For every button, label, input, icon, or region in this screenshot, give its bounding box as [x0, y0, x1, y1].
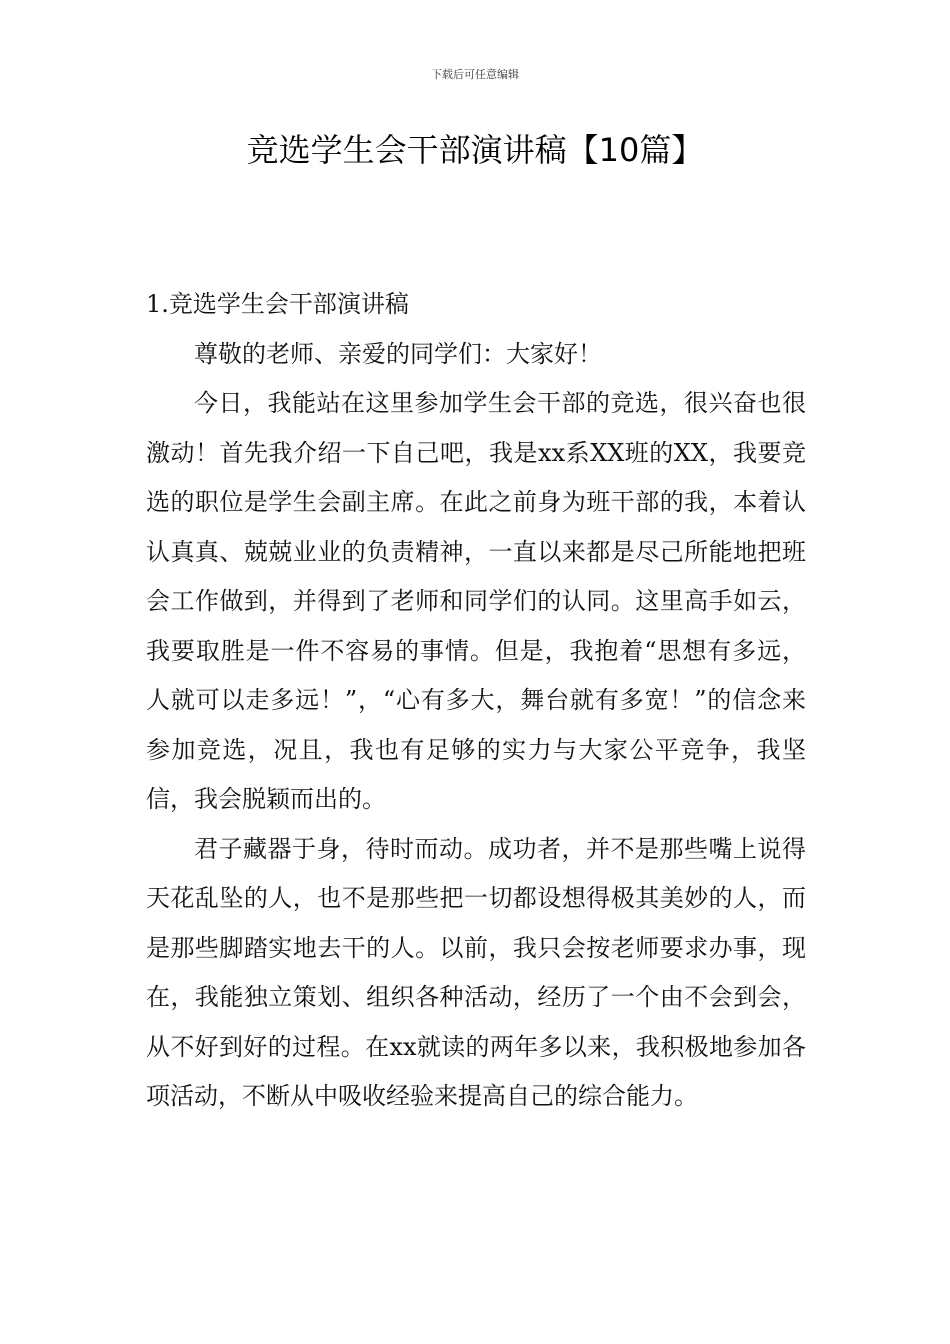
- document-body: [146, 280, 806, 1122]
- paragraph-experience: 君子藏器于身，待时而动。成功者，并不是那些嘴上说得天花乱坠的人，也不是那些把一切都设想得极其美妙的人，而是那些脚踏实地去干的人。以前，我只会按老师要求办事，现在，我能独立策划、组织各种活动，经历了一个由不会到会，从不好到好的过程。在xx就读的两年多以来，我积极地参加各项活动，不断从中吸收经验来提高自己的综合能力。: [146, 834, 806, 1110]
- section-heading: 1.竞选学生会干部演讲稿: [146, 290, 409, 318]
- document-title: 竞选学生会干部演讲稿【10篇】: [246, 131, 704, 169]
- paragraph-introduction: 今日，我能站在这里参加学生会干部的竞选，很兴奋也很激动！首先我介绍一下自己吧，我是xx系XX班的XX，我要竞选的职位是学生会副主席。在此之前身为班干部的我，本着认认真真、兢兢业业的负责精神，一直以来都是尽己所能地把班会工作做到，并得到了老师和同学们的认同。这里高手如云，我要取胜是一件不容易的事情。但是，我抱着“思想有多远，人就可以走多远！”，“心有多大，舞台就有多宽！”的信念来参加竞选，况且，我也有足够的实力与大家公平竞争，我坚信，我会脱颖而出的。: [146, 389, 806, 813]
- header-note: 下载后可任意编辑: [431, 68, 519, 81]
- paragraph-greeting: 尊敬的老师、亲爱的同学们：大家好！: [194, 339, 602, 368]
